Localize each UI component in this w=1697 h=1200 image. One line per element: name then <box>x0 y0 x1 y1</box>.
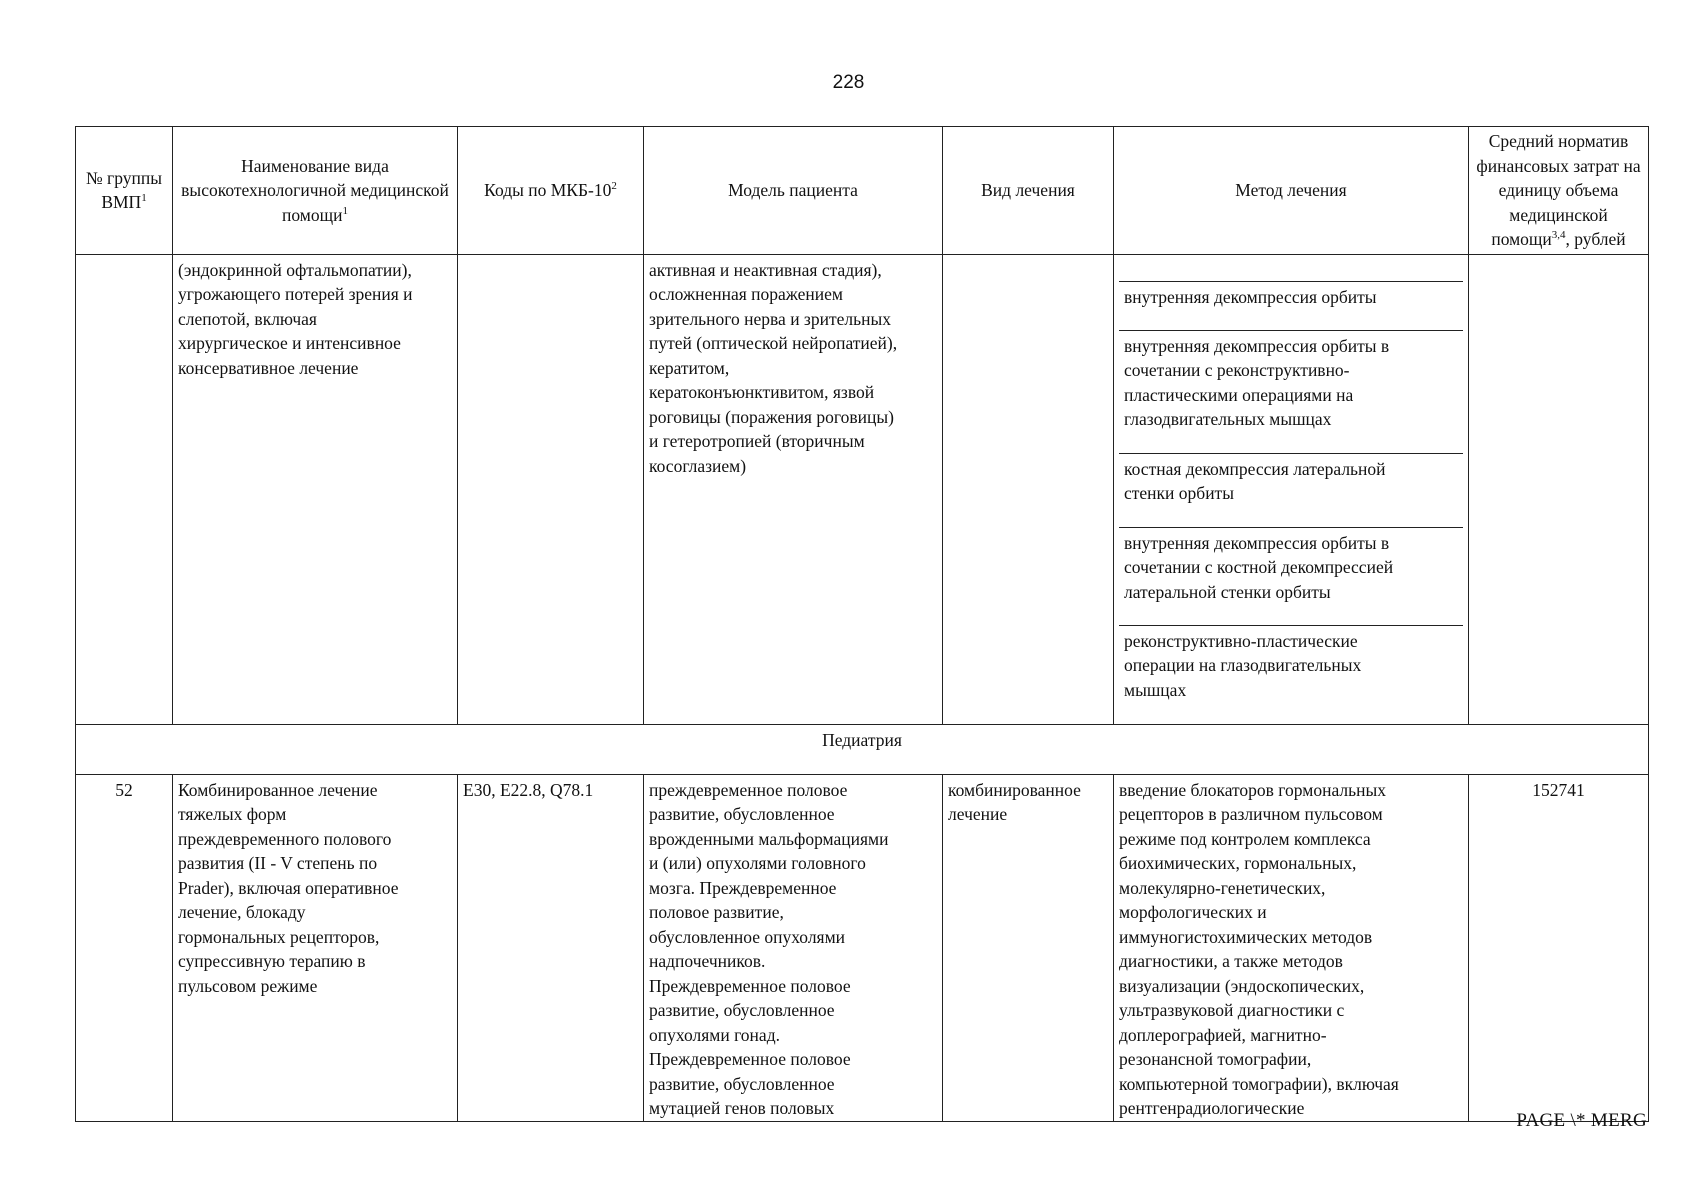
text-line: стенки орбиты <box>1124 483 1234 503</box>
text-line: режиме под контролем комплекса <box>1119 828 1371 849</box>
text-line: опухолями гонад. <box>649 1024 780 1045</box>
text-line: сочетании с костной декомпрессией <box>1124 557 1394 577</box>
cell-cost <box>1469 254 1649 724</box>
method-item <box>1119 331 1463 454</box>
cell-name <box>173 254 458 724</box>
method-item <box>1119 626 1463 724</box>
text-line: и гетеротропией (вторичным <box>649 431 865 451</box>
cell-method <box>1114 774 1469 1121</box>
cell-name <box>173 774 458 1121</box>
text-line: мозга. Преждевременное <box>649 877 837 898</box>
text-line: врожденными мальформациями <box>649 828 889 849</box>
footer-field-code: PAGE \* MERG <box>1516 1110 1647 1131</box>
text-line: глазодвигательных мышцах <box>1124 409 1332 429</box>
cell-group <box>76 254 173 724</box>
text-line: Преждевременное половое <box>649 1049 851 1069</box>
text-line: развитие, обусловленное <box>649 1073 835 1094</box>
cell-group: 52 <box>76 774 173 1121</box>
text-line: преждевременное половое <box>649 779 848 800</box>
text-line: диагностики, а также методов <box>1119 951 1343 971</box>
text-line: операции на глазодвигательных <box>1124 655 1362 675</box>
table-row-52 <box>76 774 1649 1121</box>
text-line: кератоконъюнктивитом, язвой <box>649 382 875 402</box>
text-line: пульсовом режиме <box>178 975 318 996</box>
text-line: иммуногистохимических методов <box>1119 926 1373 947</box>
cell-treatment <box>943 254 1114 724</box>
text-line: визуализации (эндоскопических, <box>1119 975 1365 996</box>
header-icd-codes: Коды по МКБ-$10^2$ <box>458 127 644 255</box>
text-line: косоглазием) <box>649 455 747 476</box>
text-line: развитие, обусловленное <box>649 804 835 824</box>
text-line: лечение, блокаду <box>178 902 306 922</box>
text-line: надпочечников. <box>649 951 766 971</box>
text-line: пластическими операциями на <box>1124 384 1354 405</box>
cell-model <box>644 774 943 1121</box>
text-line: резонансной томографии, <box>1119 1049 1312 1069</box>
text-line: латеральной стенки орбиты <box>1124 581 1331 602</box>
text-line: преждевременного полового <box>178 828 392 849</box>
text-line: лечение <box>948 804 1008 824</box>
text-line: гормональных рецепторов, <box>178 926 380 947</box>
header-treatment-type: Вид лечения <box>943 127 1114 255</box>
cell-treatment <box>943 774 1114 1121</box>
text-line: обусловленное опухолями <box>649 926 846 947</box>
table-row-continuation <box>76 254 1649 724</box>
text-line: биохимических, гормональных, <box>1119 853 1357 873</box>
text-line: костная декомпрессия латеральной <box>1124 458 1386 479</box>
text-line: мышцах <box>1124 679 1187 700</box>
text-line: тяжелых форм <box>178 804 287 824</box>
text-line: рецепторов в различном пульсовом <box>1119 804 1383 824</box>
text-line: (эндокринной офтальмопатии), <box>178 259 412 280</box>
text-line: внутренняя декомпрессия орбиты <box>1124 286 1377 307</box>
text-line: путей (оптической нейропатией), <box>649 333 898 353</box>
text-line: реконструктивно-пластические <box>1124 630 1358 651</box>
text-line: внутренняя декомпрессия орбиты в <box>1124 335 1390 356</box>
cell-codes: E30, E22.8, Q78.1 <box>458 774 644 1121</box>
cell-model <box>644 254 943 724</box>
text-line: развития (II - V степень по <box>178 853 378 873</box>
cell-methods <box>1114 254 1469 724</box>
text-line: Преждевременное половое <box>649 975 851 996</box>
text-line: доплерографией, магнитно- <box>1119 1024 1327 1045</box>
vmp-table <box>75 126 1649 1122</box>
text-line: хирургическое и интенсивное <box>178 333 401 353</box>
text-line: ультразвуковой диагностики с <box>1119 1000 1345 1020</box>
text-line: рентгенрадиологические <box>1119 1098 1305 1118</box>
method-item <box>1119 258 1463 282</box>
cell-cost: 152741 <box>1469 774 1649 1121</box>
section-row <box>76 724 1649 774</box>
text-line: зрительного нерва и зрительных <box>649 308 891 329</box>
text-line: внутренняя декомпрессия орбиты в <box>1124 532 1390 553</box>
text-line: морфологических и <box>1119 902 1267 922</box>
header-treatment-method: Метод лечения <box>1114 127 1469 255</box>
text-line: Prader), включая оперативное <box>178 877 399 898</box>
header-cost-standard: Средний норматив финансовых затрат на единицу объема медицинской помощи$^{3,4}$, рублей <box>1469 127 1649 255</box>
text-line: сочетании с реконструктивно- <box>1124 360 1350 380</box>
text-line: кератитом, <box>649 357 730 378</box>
header-row <box>76 127 1649 255</box>
text-line: комбинированное <box>948 779 1081 800</box>
method-item <box>1119 454 1463 528</box>
text-line: роговицы (поражения роговицы) <box>649 406 894 427</box>
page-number: 228 <box>832 72 865 93</box>
section-title: Педиатрия <box>76 724 1649 774</box>
text-line: половое развитие, <box>649 902 784 922</box>
text-line: активная и неактивная стадия), <box>649 259 882 280</box>
text-line: и (или) опухолями головного <box>649 853 866 873</box>
text-line: супрессивную терапию в <box>178 951 366 971</box>
text-line: слепотой, включая <box>178 308 317 329</box>
text-line: консервативное лечение <box>178 357 359 378</box>
cell-codes <box>458 254 644 724</box>
text-line: Комбинированное лечение <box>178 779 378 800</box>
text-line: молекулярно-генетических, <box>1119 877 1326 898</box>
text-line: компьютерной томографии), включая <box>1119 1073 1399 1094</box>
text-line: введение блокаторов гормональных <box>1119 779 1386 800</box>
header-care-type-name: Наименование вида высокотехнологичной медицинской помощи$^1$ <box>173 127 458 255</box>
text-line: угрожающего потерей зрения и <box>178 284 413 304</box>
header-group-number: № группы ВМП$^1$ <box>76 127 173 255</box>
method-item <box>1119 282 1463 331</box>
method-item <box>1119 528 1463 626</box>
text-line: осложненная поражением <box>649 284 843 304</box>
header-patient-model: Модель пациента <box>644 127 943 255</box>
text-line: развитие, обусловленное <box>649 1000 835 1020</box>
text-line: мутацией генов половых <box>649 1098 835 1118</box>
